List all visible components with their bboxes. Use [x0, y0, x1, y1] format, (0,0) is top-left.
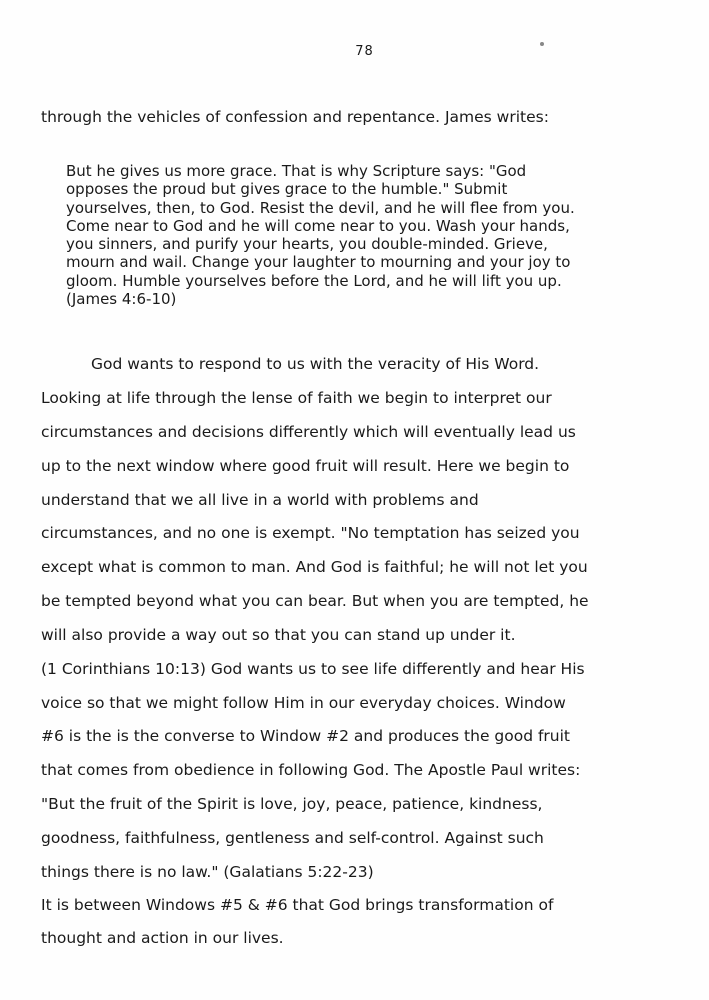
- body-paragraph: [41, 354, 701, 962]
- quote-citation: (James 4:6-10): [66, 290, 177, 309]
- scripture-block-quote: [66, 162, 656, 308]
- body-line: It is between Windows #5 & #6 that God brings transformation of: [41, 896, 554, 915]
- quote-line: Come near to God and he will come near to you. Wash your hands,: [66, 216, 570, 235]
- body-line: goodness, faithfulness, gentleness and self-control. Against such: [41, 829, 544, 848]
- body-line: God wants to respond to us with the veracity of His Word.: [91, 355, 540, 373]
- quote-line: mourn and wail. Change your laughter to mourning and your joy to: [66, 253, 571, 272]
- intro-line: through the vehicles of confession and repentance. James writes:: [41, 108, 549, 126]
- body-line: (1 Corinthians 10:13) God wants us to see life differently and hear His: [41, 659, 585, 678]
- body-line: except what is common to man. And God is faithful; he will not let you: [41, 558, 588, 577]
- body-line: circumstances and decisions differently which will eventually lead us: [41, 422, 576, 441]
- quote-line: gloom. Humble yourselves before the Lord, and he will lift you up.: [66, 271, 562, 290]
- body-line: understand that we all live in a world with problems and: [41, 490, 479, 509]
- body-line: up to the next window where good fruit will result. Here we begin to: [41, 456, 570, 475]
- body-line: #6 is the is the converse to Window #2 and produces the good fruit: [41, 727, 571, 746]
- body-line: that comes from obedience in following God. The Apostle Paul writes:: [41, 761, 581, 780]
- body-line: "But the fruit of the Spirit is love, joy, peace, patience, kindness,: [41, 795, 543, 814]
- quote-line: But he gives us more grace. That is why Scripture says: "God: [66, 162, 527, 180]
- quote-line: opposes the proud but gives grace to the humble." Submit: [66, 180, 508, 199]
- body-line: circumstances, and no one is exempt. "No temptation has seized you: [41, 524, 580, 543]
- body-line: voice so that we might follow Him in our everyday choices. Window: [41, 693, 566, 712]
- quote-line: you sinners, and purify your hearts, you double-minded. Grieve,: [66, 235, 548, 254]
- body-line: thought and action in our lives.: [41, 929, 284, 948]
- body-line: be tempted beyond what you can bear. But when you are tempted, he: [41, 592, 589, 611]
- body-line: Looking at life through the lense of faith we begin to interpret our: [41, 388, 552, 407]
- body-line: things there is no law." (Galatians 5:22-23): [41, 862, 374, 881]
- scan-speck: [540, 42, 544, 46]
- quote-line: yourselves, then, to God. Resist the devil, and he will flee from you.: [66, 198, 575, 217]
- page-number: 78: [355, 44, 374, 59]
- body-line: will also provide a way out so that you can stand up under it.: [41, 626, 516, 645]
